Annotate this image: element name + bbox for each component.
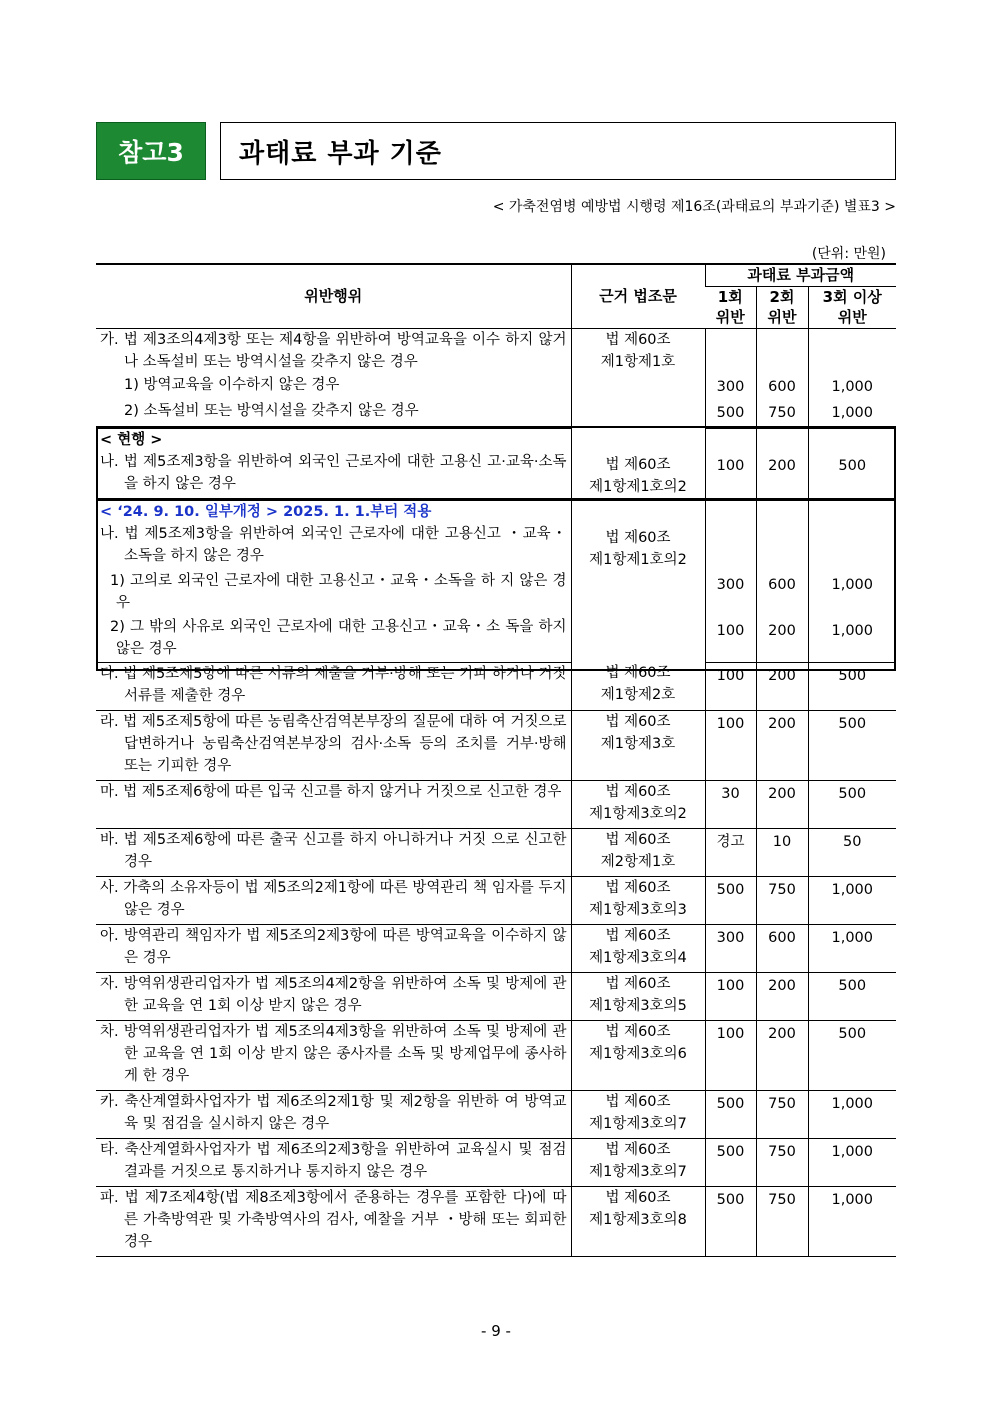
reference-badge: 참고3 (96, 122, 206, 180)
violation-cell: 타. 축산계열화사업자가 법 제6조의2제3항을 위반하여 교육실시 및 점검 결과를 거짓으로 통지하거나 통지하지 않은 경우 (96, 1138, 571, 1186)
law-cell: 법 제60조 제1항제3호의7 (571, 1090, 705, 1138)
fine-standards-table (96, 263, 896, 1257)
fine-amount-cell: 500 (808, 710, 896, 780)
violation-cell: 마. 법 제5조제6항에 따른 입국 신고를 하지 않거나 거짓으로 신고한 경우 (96, 780, 571, 828)
col-header-law: 근거 법조문 (571, 264, 705, 328)
table-row (96, 710, 896, 780)
fine-amount-cell: 200 (756, 780, 808, 828)
col-header-third: 3회 이상 위반 (808, 286, 896, 328)
fine-amount-cell: 1,000 (808, 1186, 896, 1256)
fine-amount-cell: 10 (756, 828, 808, 876)
fine-amount-cell: 500 (808, 662, 896, 710)
fine-amount-cell: 300 (705, 924, 756, 972)
fine-amount-cell: 750 (756, 1186, 808, 1256)
table-row: 1) 방역교육을 이수하지 않은 경우 300 600 1,000 (96, 374, 896, 400)
fine-amount-cell: 200 (756, 710, 808, 780)
law-cell: 법 제60조 제1항제1호의2 (571, 500, 705, 662)
law-cell: 법 제60조 제2항제1호 (571, 828, 705, 876)
table-row: 가. 법 제3조의4제3항 또는 제4항을 위반하여 방역교육을 이수 하지 않거나 소독설비 또는 방역시설을 갖추지 않은 경우 법 제60조 제1항제1호 (96, 328, 896, 374)
fine-amount-cell: 600 (756, 924, 808, 972)
fine-amount-cell: 50 (808, 828, 896, 876)
table-row (96, 876, 896, 924)
fine-amount-cell: 1,000 (808, 924, 896, 972)
table-row: < 현행 > 나. 법 제5조제3항을 위반하여 외국인 근로자에 대한 고용신 고·교육·소독을 하지 않은 경우 법 제60조 제1항제1호의2 100 200 500 (96, 428, 896, 500)
unit-note: (단위: 만원) (811, 246, 886, 262)
law-cell: 법 제60조 제1항제3호의2 (571, 780, 705, 828)
law-cell: 법 제60조 제1항제1호 (571, 328, 705, 428)
col-header-first: 1회 위반 (705, 286, 756, 328)
table-row (96, 1090, 896, 1138)
fine-amount-cell: 200 (756, 1020, 808, 1090)
violation-cell: 아. 방역관리 책임자가 법 제5조의2제3항에 따른 방역교육을 이수하지 않은 경우 (96, 924, 571, 972)
fine-amount-cell: 500 (808, 1020, 896, 1090)
fine-amount-cell: 1,000 (808, 1138, 896, 1186)
table-row (96, 828, 896, 876)
law-cell: 법 제60조 제1항제3호의5 (571, 972, 705, 1020)
table-row: 2) 소독설비 또는 방역시설을 갖추지 않은 경우 500 750 1,000 (96, 400, 896, 428)
violation-cell: 사. 가축의 소유자등이 법 제5조의2제1항에 따른 방역관리 책 임자를 두지 않은 경우 (96, 876, 571, 924)
law-cell: 법 제60조 제1항제3호의8 (571, 1186, 705, 1256)
fine-amount-cell: 500 (705, 1186, 756, 1256)
table-row (96, 972, 896, 1020)
source-note: < 가축전염병 예방법 시행령 제16조(과태료의 부과기준) 별표3 > (492, 199, 896, 215)
violation-cell: 라. 법 제5조제5항에 따른 농림축산검역본부장의 질문에 대하 여 거짓으로 답변하거나 농림축산검역본부장의 검사·소독 등의 조치를 거부·방해 또는 기피한 경우 (96, 710, 571, 780)
table-row (96, 924, 896, 972)
fine-amount-cell: 경고 (705, 828, 756, 876)
col-header-second: 2회 위반 (756, 286, 808, 328)
violation-cell: 카. 축산계열화사업자가 법 제6조의2제1항 및 제2항을 위반하 여 방역교육 및 점검을 실시하지 않은 경우 (96, 1090, 571, 1138)
fine-amount-cell: 750 (756, 1138, 808, 1186)
fine-amount-cell: 500 (705, 1138, 756, 1186)
fine-amount-cell: 100 (705, 972, 756, 1020)
fine-amount-cell: 1,000 (808, 1090, 896, 1138)
violation-cell: 바. 법 제5조제6항에 따른 출국 신고를 하지 아니하거나 거짓 으로 신고한 경우 (96, 828, 571, 876)
current-label: < 현행 > (100, 431, 163, 448)
table-row (96, 1186, 896, 1256)
table-row (96, 780, 896, 828)
fine-amount-cell: 750 (756, 876, 808, 924)
section-header (96, 122, 896, 180)
amended-label: < ‘24. 9. 10. 일부개정 > 2025. 1. 1.부터 적용 (100, 503, 432, 520)
law-cell: 법 제60조 제1항제3호의6 (571, 1020, 705, 1090)
fine-amount-cell: 100 (705, 710, 756, 780)
table-row: 2) 그 밖의 사유로 외국인 근로자에 대한 고용신고・교육・소 독을 하지 않은 경우 100 200 1,000 (96, 616, 896, 662)
law-cell: 법 제60조 제1항제3호의3 (571, 876, 705, 924)
law-cell: 법 제60조 제1항제3호의4 (571, 924, 705, 972)
fine-amount-cell: 500 (705, 1090, 756, 1138)
law-cell: 법 제60조 제1항제1호의2 (571, 428, 705, 500)
page-title: 과태료 부과 기준 (220, 122, 896, 180)
fine-amount-cell: 100 (705, 662, 756, 710)
fine-amount-cell: 200 (756, 662, 808, 710)
fine-amount-cell: 100 (705, 1020, 756, 1090)
fine-amount-cell: 1,000 (808, 876, 896, 924)
table-row (96, 662, 896, 710)
violation-cell: 파. 법 제7조제4항(법 제8조제3항에서 준용하는 경우를 포함한 다)에 따른 가축방역관 및 가축방역사의 검사, 예찰을 거부 ・방해 또는 회피한 경우 (96, 1186, 571, 1256)
fine-amount-cell: 500 (808, 972, 896, 1020)
fine-amount-cell: 200 (756, 972, 808, 1020)
fine-amount-cell: 500 (705, 876, 756, 924)
table-row (96, 1138, 896, 1186)
fine-amount-cell: 30 (705, 780, 756, 828)
table-row: < ‘24. 9. 10. 일부개정 > 2025. 1. 1.부터 적용 나. 법 제5조제3항을 위반하여 외국인 근로자에 대한 고용신고 ・교육・소독을 하지 않은 경우 법 제60조 제1항제1호의2 (96, 500, 896, 570)
violation-cell: 차. 방역위생관리업자가 법 제5조의4제3항을 위반하여 소독 및 방제에 관한 교육을 연 1회 이상 받지 않은 종사자를 소독 및 방제업무에 종사하게 한 경우 (96, 1020, 571, 1090)
law-cell: 법 제60조 제1항제3호의7 (571, 1138, 705, 1186)
fine-amount-cell: 750 (756, 1090, 808, 1138)
page-number: - 9 - (481, 1322, 511, 1340)
violation-cell: 자. 방역위생관리업자가 법 제5조의4제2항을 위반하여 소독 및 방제에 관한 교육을 연 1회 이상 받지 않은 경우 (96, 972, 571, 1020)
violation-cell: 다. 법 제5조제5항에 따른 서류의 제출을 거부·방해 또는 기피 하거나 거짓 서류를 제출한 경우 (96, 662, 571, 710)
law-cell: 법 제60조 제1항제2호 (571, 662, 705, 710)
table-row (96, 1020, 896, 1090)
col-header-fine-group: 과태료 부과금액 (705, 264, 896, 286)
law-cell: 법 제60조 제1항제3호 (571, 710, 705, 780)
fine-amount-cell: 500 (808, 780, 896, 828)
table-row: 1) 고의로 외국인 근로자에 대한 고용신고・교육・소독을 하 지 않은 경우 300 600 1,000 (96, 570, 896, 616)
col-header-violation: 위반행위 (96, 264, 571, 328)
